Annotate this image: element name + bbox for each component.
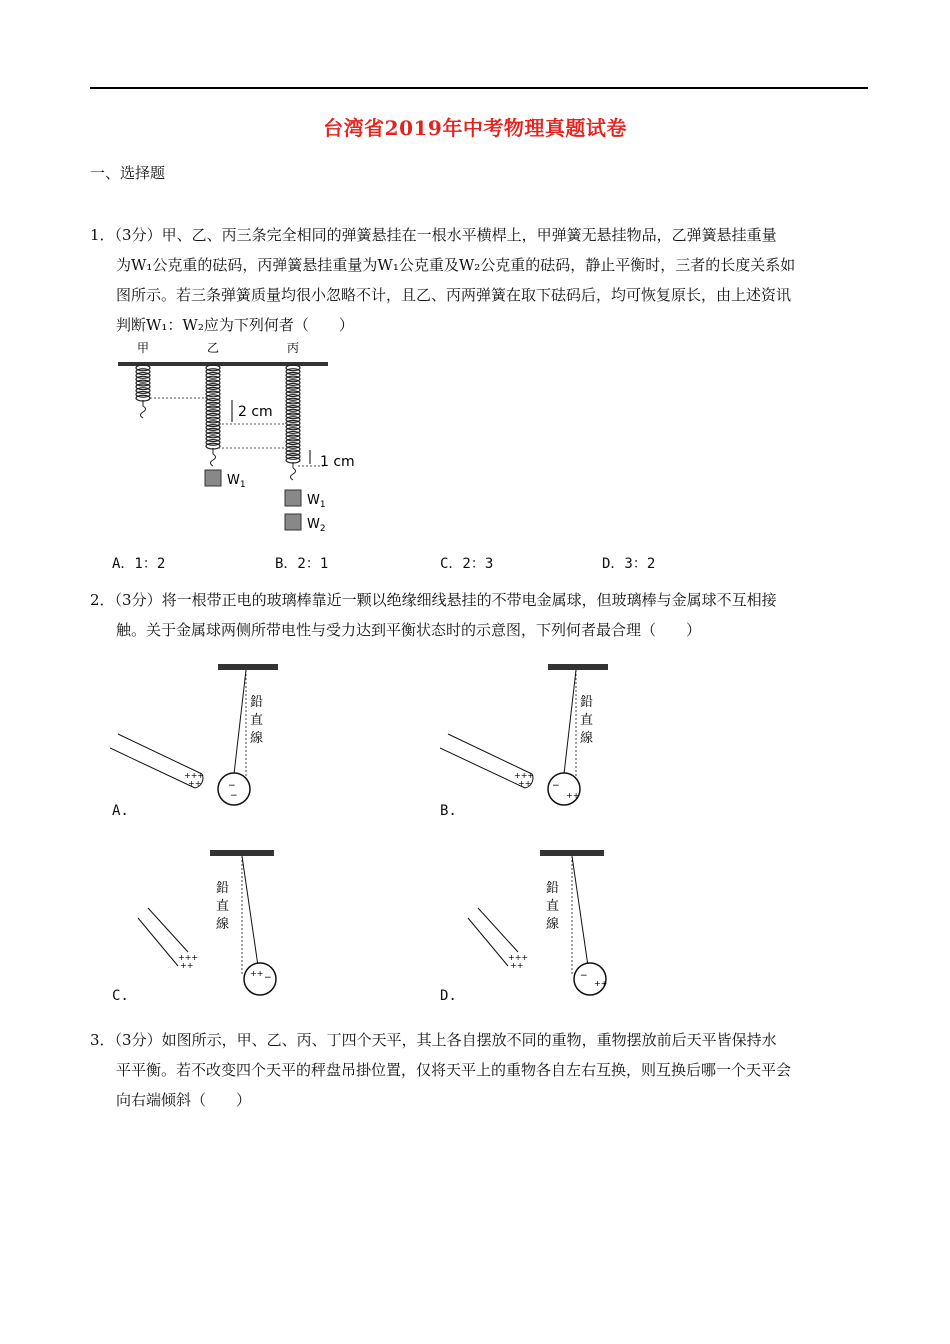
- plumb-label: 線: [580, 731, 594, 746]
- spring-figure: [110, 338, 370, 538]
- q1-option-a[interactable]: A．1：2: [112, 556, 166, 572]
- svg-text:−: −: [552, 781, 560, 791]
- diagram-c: [110, 848, 310, 998]
- svg-text:++: ++: [510, 961, 524, 970]
- q1-option-b[interactable]: B．2：1: [275, 556, 329, 572]
- dim-2cm: 2 cm: [238, 404, 273, 420]
- q2-option-d[interactable]: D.: [440, 988, 457, 1004]
- diagram-d: [440, 848, 640, 998]
- q2-option-a[interactable]: A.: [112, 803, 129, 819]
- question-2: [90, 585, 870, 645]
- svg-text:+++: +++: [178, 953, 199, 962]
- svg-text:+++: +++: [184, 771, 205, 780]
- svg-text:−: −: [580, 971, 588, 981]
- plumb-label: 鉛: [580, 695, 594, 710]
- label-w1: $W_1$: [227, 473, 246, 490]
- plumb-label: 鉛: [250, 695, 264, 710]
- q1-line: 1．（3分）甲、乙、丙三条完全相同的弹簧悬挂在一根水平横桿上，甲弹簧无悬挂物品，乙弹簧悬挂重量: [90, 226, 777, 244]
- q2-option-c[interactable]: C.: [112, 988, 129, 1004]
- spring-bing: [286, 365, 300, 480]
- plumb-label: 鉛: [216, 881, 230, 896]
- q3-line: 平平衡。若不改变四个天平的秤盘吊掛位置，仅将天平上的重物各自左右互换，则互换后哪一个天平会: [116, 1061, 792, 1079]
- q1-line: 图所示。若三条弹簧质量均很小忽略不计，且乙、丙两弹簧在取下砝码后，均可恢复原长，由上述资讯: [116, 286, 792, 304]
- svg-text:−: −: [228, 781, 236, 791]
- q1-option-c[interactable]: C．2：3: [440, 556, 494, 572]
- q3-line: 向右端倾斜（ ）: [116, 1091, 252, 1109]
- svg-text:++: ++: [594, 979, 608, 988]
- question-3: [90, 1025, 870, 1115]
- svg-text:++: ++: [180, 961, 194, 970]
- diagram-a: [110, 662, 310, 812]
- label-jia: 甲: [136, 341, 150, 355]
- svg-text:++: ++: [566, 791, 580, 800]
- svg-text:+++: +++: [514, 771, 535, 780]
- plumb-label: 直: [216, 899, 230, 914]
- page-title: 台湾省2019年中考物理真题试卷: [323, 116, 627, 140]
- q3-line: 3．（3分）如图所示，甲、乙、丙、丁四个天平，其上各自摆放不同的重物，重物摆放前后天平皆保持水: [90, 1031, 777, 1049]
- q2-line: 触。关于金属球两侧所带电性与受力达到平衡状态时的示意图，下列何者最合理（ ）: [116, 621, 702, 639]
- q1-line: 判断W₁：W₂应为下列何者（ ）: [116, 316, 354, 334]
- svg-text:+++: +++: [508, 953, 529, 962]
- plumb-label: 直: [546, 899, 560, 914]
- svg-text:−: −: [230, 791, 238, 801]
- spring-jia: [136, 365, 150, 418]
- header-rule: [90, 87, 868, 89]
- plumb-label: 線: [546, 917, 560, 932]
- q2-line: 2．（3分）将一根带正电的玻璃棒靠近一颗以绝缘细线悬挂的不带电金属球，但玻璃棒与金属球不互相接: [90, 591, 777, 609]
- svg-text:++: ++: [250, 969, 264, 978]
- dim-1cm: 1 cm: [320, 454, 355, 470]
- weight-w1: [205, 470, 221, 486]
- plumb-label: 直: [250, 713, 264, 728]
- plumb-label: 直: [580, 713, 594, 728]
- label-w1: $W_1$: [307, 493, 326, 510]
- section-heading: 一、选择题: [90, 164, 166, 182]
- q1-option-d[interactable]: D．3：2: [602, 556, 656, 572]
- weight-w1-c: [285, 490, 301, 506]
- svg-text:−: −: [264, 973, 272, 983]
- diagram-b: [440, 662, 640, 812]
- label-bing: 丙: [286, 341, 300, 355]
- svg-text:++: ++: [518, 779, 532, 788]
- q2-option-b[interactable]: B.: [440, 803, 457, 819]
- question-1: [90, 220, 870, 340]
- plumb-label: 鉛: [546, 881, 560, 896]
- q1-line: 为W₁公克重的砝码，丙弹簧悬挂重量为W₁公克重及W₂公克重的砝码，静止平衡时，三者的长度关系如: [116, 256, 796, 274]
- svg-text:++: ++: [188, 779, 202, 788]
- label-w2: $W_2$: [307, 517, 326, 534]
- plumb-label: 線: [250, 731, 264, 746]
- weight-w2: [285, 514, 301, 530]
- plumb-label: 線: [216, 917, 230, 932]
- spring-yi: [206, 365, 220, 466]
- label-yi: 乙: [206, 341, 220, 355]
